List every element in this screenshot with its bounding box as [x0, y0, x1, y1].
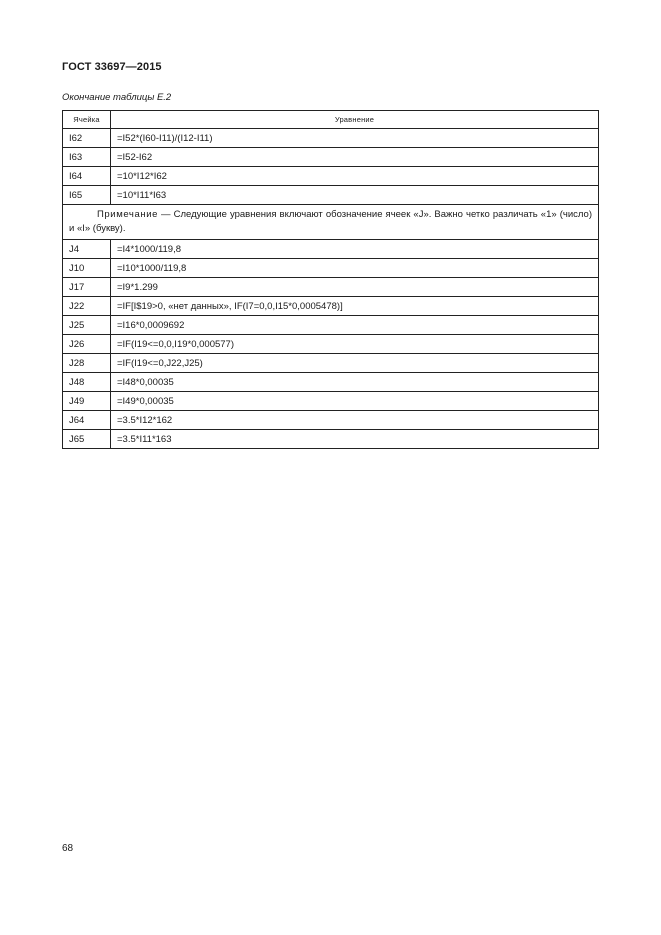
cell-id: J4 [63, 240, 111, 259]
table-row [63, 278, 599, 297]
cell-id: I63 [63, 148, 111, 167]
table-row [63, 335, 599, 354]
cell-id: I65 [63, 186, 111, 205]
column-header-cell: Ячейка [63, 111, 111, 129]
equation: =IF(I19<=0,0,I19*0,000577) [111, 335, 599, 354]
cell-id: J49 [63, 392, 111, 411]
table-row [63, 373, 599, 392]
note-cell [63, 205, 599, 240]
table-row [63, 148, 599, 167]
cell-id: I62 [63, 129, 111, 148]
table-row [63, 129, 599, 148]
table-row [63, 297, 599, 316]
document-standard-title: ГОСТ 33697—2015 [62, 61, 162, 73]
cell-id: J22 [63, 297, 111, 316]
equation: =IF(I19<=0,J22,J25) [111, 354, 599, 373]
column-header-equation: Уравнение [111, 111, 599, 129]
equation: =I49*0,00035 [111, 392, 599, 411]
table-row [63, 167, 599, 186]
cell-id: J48 [63, 373, 111, 392]
equation: =I48*0,00035 [111, 373, 599, 392]
cell-id: J65 [63, 430, 111, 449]
cell-id: J26 [63, 335, 111, 354]
note-text: — Следующие уравнения включают обозначение ячеек «J». Важно четко различать «1» (число) и «I» (букву). [69, 209, 592, 234]
equation: =3.5*I11*163 [111, 430, 599, 449]
table-row [63, 259, 599, 278]
note-row [63, 205, 599, 240]
table-caption: Окончание таблицы Е.2 [62, 92, 172, 103]
page-number: 68 [62, 843, 74, 854]
cell-id: J25 [63, 316, 111, 335]
table-row [63, 430, 599, 449]
equation: =10*I12*I62 [111, 167, 599, 186]
table-row [63, 411, 599, 430]
cell-id: J64 [63, 411, 111, 430]
equation: =I52*(I60-I11)/(I12-I11) [111, 129, 599, 148]
table-row [63, 186, 599, 205]
table-row [63, 316, 599, 335]
equation: =10*I11*I63 [111, 186, 599, 205]
table-header-row [63, 111, 599, 129]
equation: =I9*1.299 [111, 278, 599, 297]
note-label: Примечание [97, 209, 158, 220]
table-row [63, 354, 599, 373]
cell-id: J17 [63, 278, 111, 297]
cell-id: J10 [63, 259, 111, 278]
table-row [63, 392, 599, 411]
equation: =I4*1000/119,8 [111, 240, 599, 259]
equation: =3.5*I12*162 [111, 411, 599, 430]
equation: =I16*0,0009692 [111, 316, 599, 335]
cell-id: J28 [63, 354, 111, 373]
equation: =I10*1000/119,8 [111, 259, 599, 278]
equation: =IF[I$19>0, «нет данных», IF(I7=0,0,I15*0,0005478)] [111, 297, 599, 316]
cell-id: I64 [63, 167, 111, 186]
equations-table [62, 110, 599, 449]
equation: =I52-I62 [111, 148, 599, 167]
table-row [63, 240, 599, 259]
